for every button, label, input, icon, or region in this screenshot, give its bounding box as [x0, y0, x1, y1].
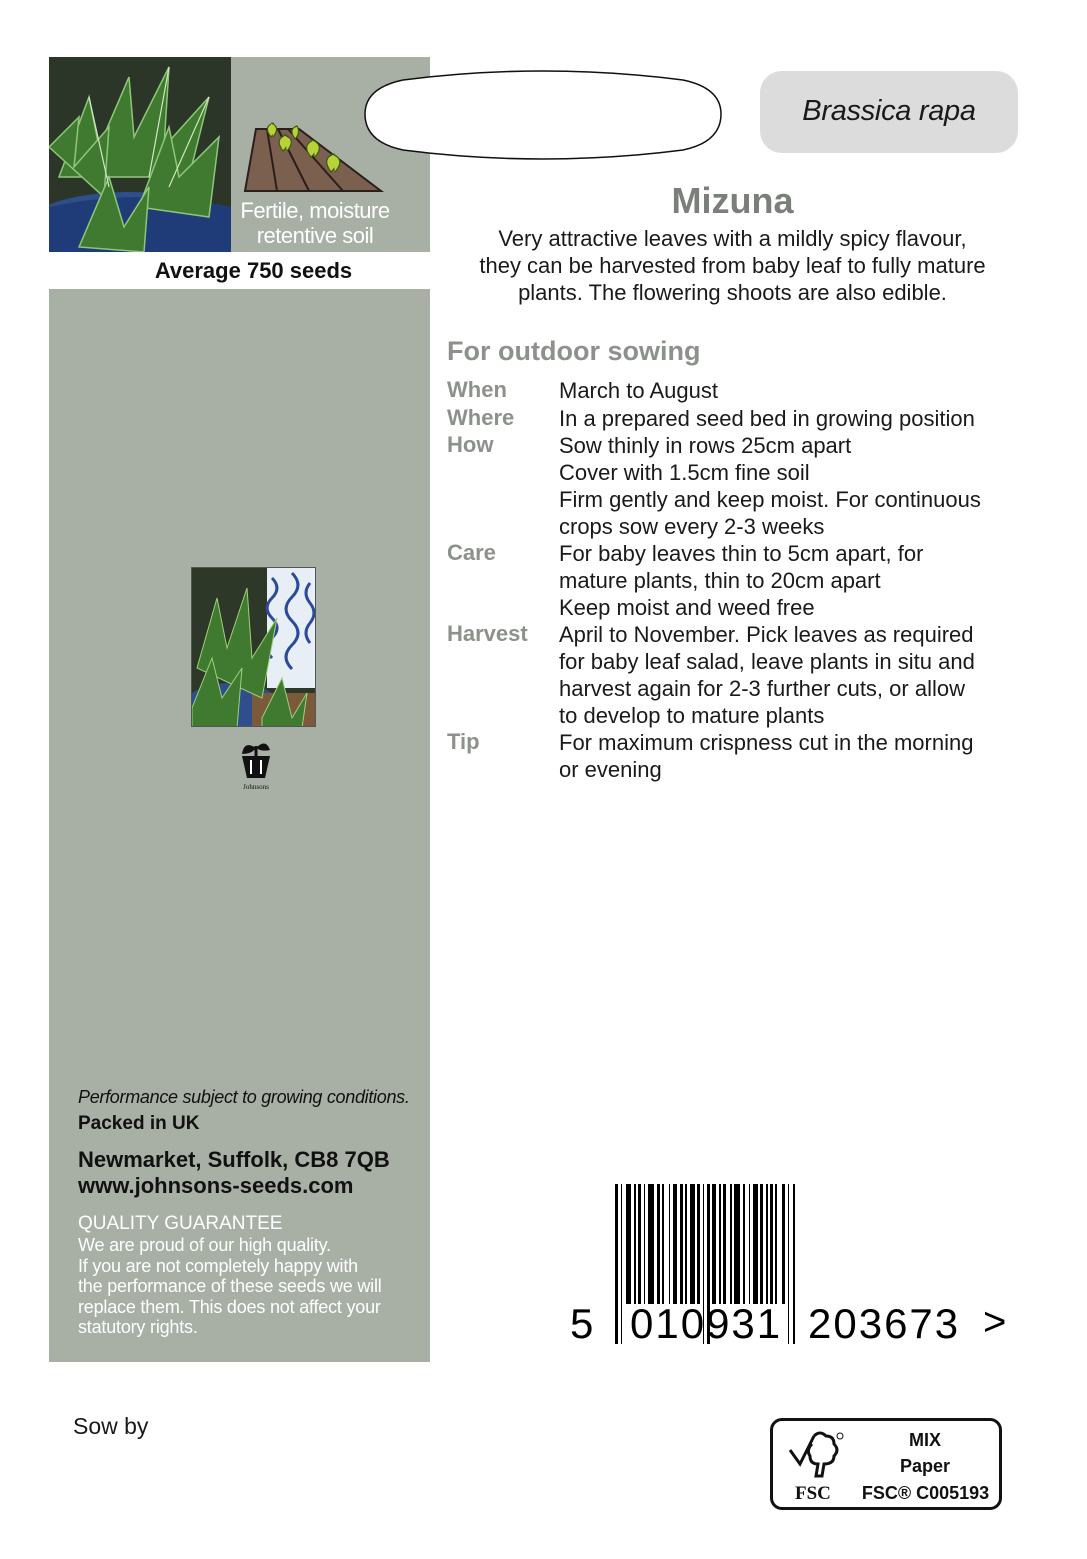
barcode-bar [638, 1184, 641, 1304]
barcode-bar [730, 1184, 732, 1304]
seed-count: Average 750 seeds [154, 258, 353, 283]
fsc-paper: Paper [899, 1456, 951, 1476]
value-line: or evening [559, 757, 662, 782]
value-line: March to August [559, 378, 718, 403]
johnsons-logo [236, 740, 276, 790]
quality-line: If you are not completely happy with [78, 1255, 358, 1276]
value-line: For baby leaves thin to 5cm apart, for [559, 541, 924, 566]
quality-line: We are proud of our high quality. [78, 1235, 331, 1255]
value-line: Cover with 1.5cm fine soil [559, 460, 810, 485]
barcode-bar [766, 1184, 768, 1304]
value-line: Firm gently and keep moist. For continuous [559, 487, 981, 512]
description-line: plants. The flowering shoots are also edible. [518, 280, 947, 305]
label-how: How [447, 432, 494, 457]
sow-by-label: Sow by [73, 1413, 149, 1439]
value-line: crops sow every 2-3 weeks [559, 514, 825, 539]
value-line: Keep moist and weed free [559, 595, 815, 620]
barcode-first-digit: 5 [570, 1300, 594, 1347]
barcode-bar [626, 1184, 631, 1304]
description-line: Very attractive leaves with a mildly spicy flavour, [498, 226, 967, 251]
barcode-bar [723, 1184, 726, 1304]
website-link[interactable]: www.johnsons-seeds.com [78, 1173, 354, 1198]
mizuna-thumbnail-photo [191, 567, 316, 727]
latin-name: Brassica rapa [802, 95, 976, 127]
label-care: Care [447, 540, 496, 565]
barcode-bar [697, 1184, 700, 1304]
barcode-bar [793, 1184, 795, 1344]
quality-line: the performance of these seeds we will [78, 1276, 382, 1296]
fsc-logo-text: FSC [795, 1483, 831, 1504]
barcode [565, 1180, 1015, 1350]
barcode-bar [615, 1184, 618, 1344]
product-description [440, 225, 1025, 306]
fsc-mix: MIX [908, 1430, 941, 1450]
barcode-bar [621, 1184, 622, 1344]
barcode-bar [749, 1184, 750, 1304]
value-line: Sow thinly in rows 25cm apart [559, 433, 852, 458]
barcode-bar [782, 1184, 785, 1304]
barcode-bar [680, 1184, 683, 1304]
barcode-arrow: > [983, 1300, 1007, 1344]
barcode-bar [753, 1184, 758, 1304]
barcode-bar [719, 1184, 721, 1304]
label-when: When [447, 377, 507, 402]
value-tip [559, 729, 1039, 783]
value-when [559, 377, 1039, 404]
value-line: April to November. Pick leaves as required [559, 622, 974, 647]
soil-caption [231, 198, 399, 248]
value-harvest [559, 621, 1039, 729]
barcode-bar [648, 1184, 654, 1304]
value-line: mature plants, thin to 20cm apart [559, 568, 881, 593]
label-harvest: Harvest [447, 621, 528, 646]
value-line: In a prepared seed bed in growing position [559, 406, 975, 431]
barcode-bar [690, 1184, 695, 1304]
barcode-bar [760, 1184, 763, 1304]
quality-line: replace them. This does not affect your [78, 1296, 381, 1317]
value-where [559, 405, 1039, 432]
barcode-group-2: 203673 [808, 1300, 961, 1347]
product-title: Mizuna [671, 180, 794, 221]
value-line: for baby leaf salad, leave plants in situ and [559, 649, 975, 674]
sowing-section-title: For outdoor sowing [447, 336, 701, 366]
address-line: Newmarket, Suffolk, CB8 7QB [78, 1147, 390, 1172]
value-care [559, 540, 1039, 621]
value-line: For maximum crispness cut in the morning [559, 730, 974, 755]
quality-guarantee-text [78, 1235, 428, 1338]
barcode-bar [657, 1184, 660, 1304]
barcode-bar [743, 1184, 745, 1304]
packed-in: Packed in UK [78, 1113, 200, 1134]
quality-line: statutory rights. [78, 1317, 198, 1337]
barcode-bar [775, 1184, 777, 1304]
barcode-bar [685, 1184, 687, 1304]
barcode-bar [734, 1184, 740, 1304]
barcode-bar [788, 1184, 789, 1344]
barcode-bar [712, 1184, 716, 1304]
barcode-bar [662, 1184, 664, 1304]
barcode-bar [673, 1184, 677, 1304]
barcode-group-1: 010931 [630, 1300, 783, 1347]
label-where: Where [447, 405, 515, 430]
value-line: harvest again for 2-3 further cuts, or allow [559, 676, 965, 701]
performance-note: Performance subject to growing conditions. [78, 1087, 410, 1107]
logo-wordmark: Johnsons [243, 783, 269, 791]
fsc-tree-icon [786, 1428, 846, 1480]
description-line: they can be harvested from baby leaf to fully mature [479, 253, 986, 278]
barcode-bar [644, 1184, 645, 1304]
value-line: to develop to mature plants [559, 703, 825, 728]
label-tip: Tip [447, 729, 480, 754]
value-how [559, 432, 1039, 540]
soil-caption-line: Fertile, moisture [240, 198, 390, 223]
blank-name-label [363, 68, 723, 161]
barcode-bar [669, 1184, 670, 1304]
barcode-bar [634, 1184, 636, 1304]
quality-guarantee-title: QUALITY GUARANTEE [78, 1213, 283, 1234]
company-address [78, 1147, 390, 1199]
barcode-bar [770, 1184, 773, 1304]
soil-caption-line: retentive soil [256, 223, 374, 248]
fsc-code: FSC® C005193 [861, 1483, 990, 1503]
mizuna-plant-photo [49, 57, 231, 252]
